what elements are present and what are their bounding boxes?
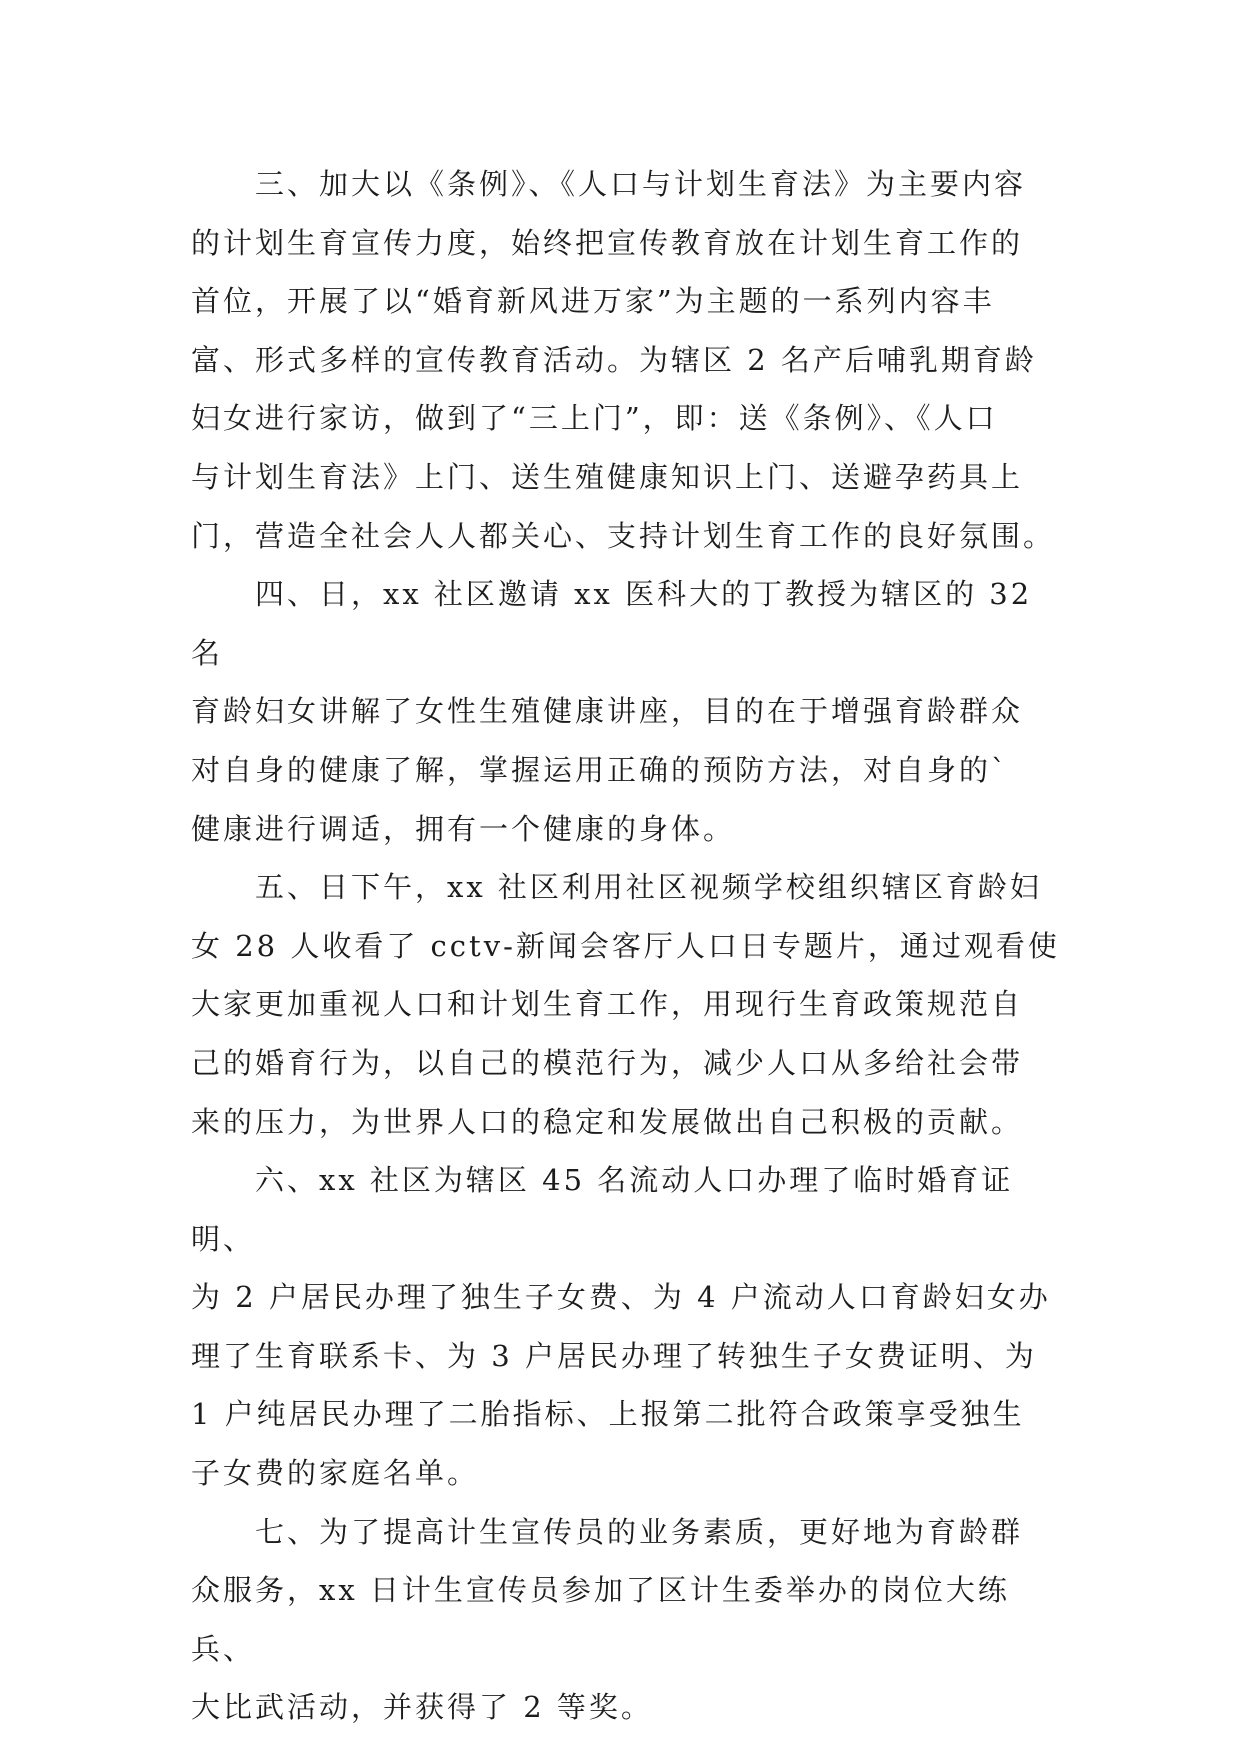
paragraph-6: 六、xx 社区为辖区 45 名流动人口办理了临时婚育证明、 为 2 户居民办理了独生子女费、为 4 户流动人口育龄妇女办 理了生育联系卡、为 3 户居民办理了转独生子女费证明、为 1 户纯居民办理了二胎指标、上报第二批符合政策享受独生 子女费的家庭名单。: [191, 1163, 1051, 1491]
paragraph-3: 三、加大以《条例》、《人口与计划生育法》为主要内容 的计划生育宣传力度，始终把宣传教育放在计划生育工作的 首位，开展了以“婚育新风进万家”为主题的一系列内容丰 富、形式多样的宣传教育活动。为辖区 2 名产后哺乳期育龄 妇女进行家访，做到了“三上门”，即：送《条例》、《人口 与计划生育法》上门、送生殖健康知识上门、送避孕药具上 门，营造全社会人人都关心、支持计划生育工作的良好氛围。: [191, 167, 1056, 553]
paragraph-4: 四、日，xx 社区邀请 xx 医科大的丁教授为辖区的 32 名 育龄妇女讲解了女性生殖健康讲座，目的在于增强育龄群众 对自身的健康了解，掌握运用正确的预防方法，对自身的` 健康进行调适，拥有一个健康的身体。: [191, 577, 1033, 846]
paragraph-7: 七、为了提高计生宣传员的业务素质，更好地为育龄群 众服务，xx 日计生宣传员参加了区计生委举办的岗位大练兵、 大比武活动，并获得了 2 等奖。: [191, 1514, 1024, 1725]
paragraph-5: 五、日下午，xx 社区利用社区视频学校组织辖区育龄妇 女 28 人收看了 cctv-新闻会客厅人口日专题片，通过观看使 大家更加重视人口和计划生育工作，用现行生育政策规范自 己的婚育行为，以自己的模范行为，减少人口从多给社会带 来的压力，为世界人口的稳定和发展做出自己积极的贡献。: [191, 870, 1060, 1139]
document-body: [191, 155, 1061, 1737]
